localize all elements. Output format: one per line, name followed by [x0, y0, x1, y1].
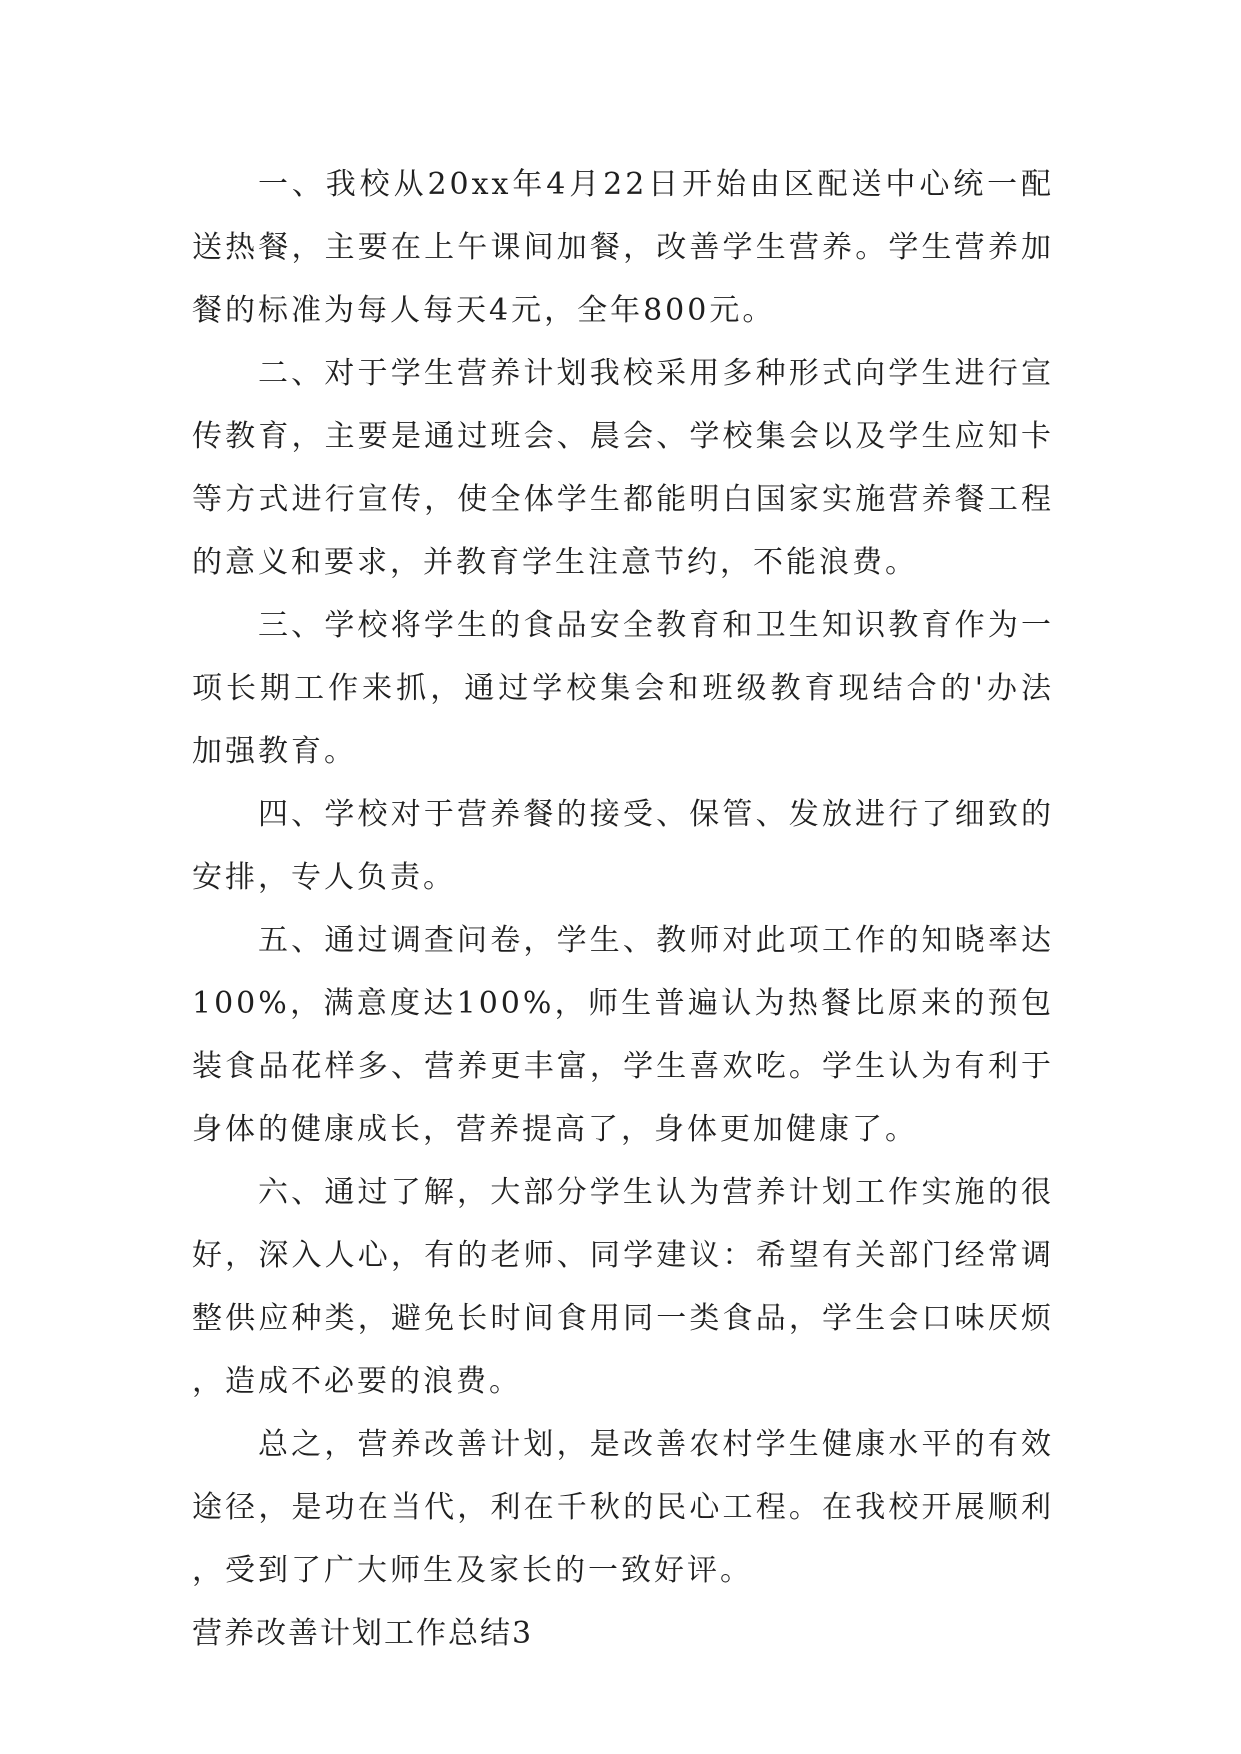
paragraph-6: 六、通过了解，大部分学生认为营养计划工作实施的很好，深入人心，有的老师、同学建议：希望有关部门经常调整供应种类，避免长时间食用同一类食品，学生会口味厌烦，造成不必要的浪费。 — [192, 1175, 1054, 1399]
paragraph-7: 总之，营养改善计划，是改善农村学生健康水平的有效途径，是功在当代，利在千秋的民心工程。在我校开展顺利，受到了广大师生及家长的一致好评。 — [192, 1427, 1054, 1588]
document-body — [192, 153, 1054, 1665]
paragraph-2: 二、对于学生营养计划我校采用多种形式向学生进行宣传教育，主要是通过班会、晨会、学校集会以及学生应知卡等方式进行宣传，使全体学生都能明白国家实施营养餐工程的意义和要求，并教育学生注意节约，不能浪费。 — [192, 356, 1054, 580]
paragraph-4: 四、学校对于营养餐的接受、保管、发放进行了细致的安排，专人负责。 — [192, 797, 1054, 895]
paragraph-1: 一、我校从20xx年4月22日开始由区配送中心统一配送热餐，主要在上午课间加餐，改善学生营养。学生营养加餐的标准为每人每天4元，全年800元。 — [192, 167, 1054, 328]
paragraph-3: 三、学校将学生的食品安全教育和卫生知识教育作为一项长期工作来抓，通过学校集会和班级教育现结合的'办法加强教育。 — [192, 608, 1054, 769]
section-heading: 营养改善计划工作总结3 — [192, 1616, 534, 1651]
paragraph-5: 五、通过调查问卷，学生、教师对此项工作的知晓率达100%，满意度达100%，师生普遍认为热餐比原来的预包装食品花样多、营养更丰富，学生喜欢吃。学生认为有利于身体的健康成长，营养提高了，身体更加健康了。 — [192, 923, 1054, 1147]
